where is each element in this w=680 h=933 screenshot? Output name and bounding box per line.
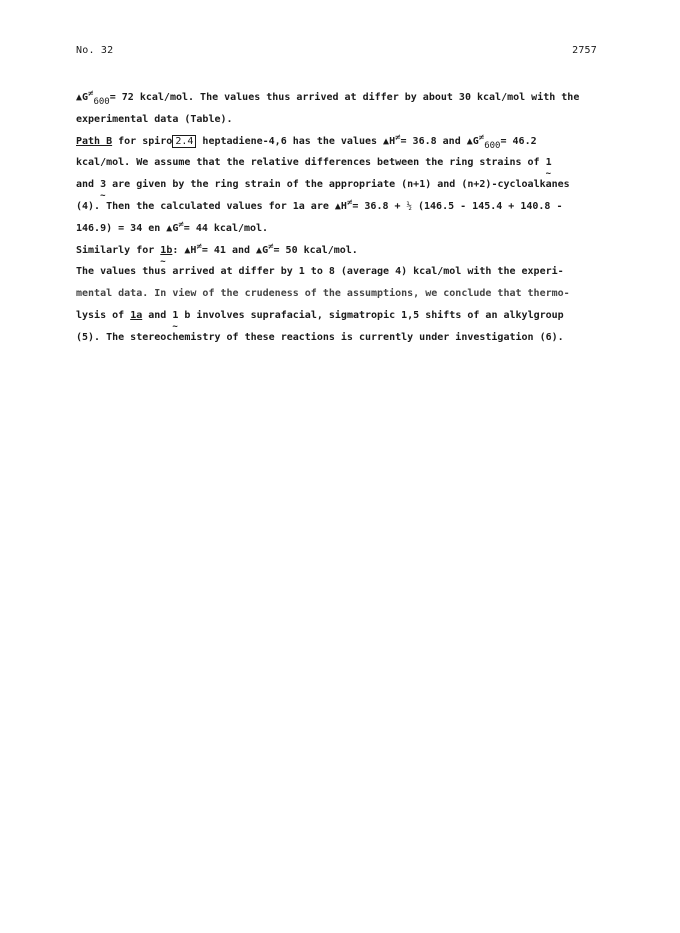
text-segment: ≠ [478,132,485,143]
text-segment: heptadiene-4,6 has the values ▲H [196,135,396,147]
text-line [76,152,606,174]
text-segment: = 36.8 and ▲G [400,135,479,147]
text-segment: ≠ [268,241,274,252]
text-line [76,283,606,305]
text-line [76,218,606,240]
text-segment: = 44 kcal/mol. [183,222,269,234]
text-segment: Similarly for [76,244,161,256]
text-segment: (146.5 - 145.4 + 140.8 - [411,200,563,212]
text-segment: ≠ [178,219,184,230]
text-segment: 1 ~ [546,157,552,168]
text-segment: 2.4 [172,135,196,148]
text-line [76,261,606,283]
text-segment: = 72 kcal/mol. The values thus arrived at differ by about 30 kcal/mol with the [109,92,580,103]
text-segment: ▲G [76,92,89,103]
text-segment: ≠ [88,89,94,99]
body-text [76,87,606,349]
text-segment: ½ [406,201,412,212]
text-segment: ≠ [395,132,401,143]
text-segment: and [76,179,101,191]
text-segment: 600 [484,140,501,151]
text-segment: for spiro [112,135,173,147]
text-segment: ≠ [346,197,353,208]
text-segment: 1b ~ [160,245,172,256]
text-line [76,109,606,131]
text-segment: = 46.2 [500,135,537,147]
text-segment: (4). Then the calculated values for 1a are ▲H [76,200,347,212]
text-segment: lysis of [76,309,131,321]
text-line [76,174,606,196]
text-segment: ≠ [196,241,202,252]
text-segment: (5). The stereochemistry of these reactions is currently under investigation (6). [76,331,564,343]
page-number: 2757 [572,45,597,56]
text-segment: 600 [93,97,110,107]
text-line [76,196,606,218]
text-line [76,305,606,327]
text-segment: 1a [130,309,143,321]
text-segment: and [142,309,173,321]
text-segment: The values thus arrived at differ by 1 to 8 (average 4) kcal/mol with the experi- [76,266,564,278]
text-segment: = 50 kcal/mol. [273,244,358,256]
journal-issue-number: No. 32 [76,45,114,56]
text-line [76,327,606,349]
text-line [76,240,606,262]
text-segment: experimental data (Table). [76,113,233,125]
text-segment: 1 ~ [172,310,178,321]
text-segment: = 36.8 + [352,200,407,212]
text-segment: Path B [76,135,113,147]
text-segment: 146.9) = 34 en ▲G [76,222,179,234]
text-segment: 3 ~ [100,179,106,190]
text-segment: = 41 and ▲G [201,244,269,256]
text-segment: mental data. In view of the crudeness of the assumptions, we conclude that thermo- [76,288,570,300]
text-line [76,87,606,109]
text-segment: are given by the ring strain of the appropriate (n+1) and (n+2)-cycloalkanes [106,179,570,191]
text-segment: b involves suprafacial, sigmatropic 1,5 shifts of an alkylgroup [178,309,564,321]
text-segment: : ▲H [172,244,197,256]
text-segment: kcal/mol. We assume that the relative differences between the ring strains of [76,157,546,169]
text-line [76,131,606,153]
